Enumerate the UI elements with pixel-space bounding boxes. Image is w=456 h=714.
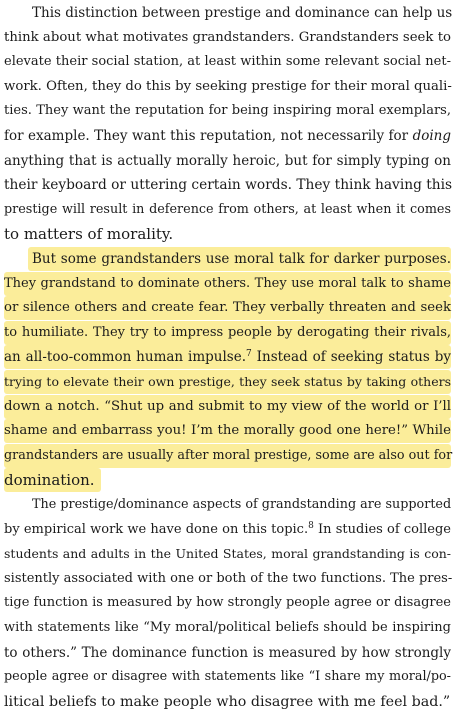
text-line — [4, 567, 451, 591]
text-run: Instead of seeking status by — [251, 349, 451, 366]
text-run: their keyboard or uttering certain words. They think having this — [4, 177, 453, 194]
text-run: elevate their social station, at least within some relevant social net- — [4, 54, 451, 70]
text-run: down a notch. “Shut up and submit to my view of the world or I’ll — [4, 398, 451, 414]
text-line — [4, 665, 451, 689]
text-line — [4, 149, 451, 173]
text-line — [32, 493, 451, 517]
text-line — [4, 173, 451, 197]
highlighted-text-line — [4, 321, 451, 345]
emphasized-text: doing — [412, 128, 451, 144]
text-run: people agree or disagree with statements like “I share my moral/po- — [4, 669, 451, 685]
text-run: trying to elevate their own prestige, they seek status by taking others — [4, 374, 451, 389]
text-run: But some grandstanders use moral talk for darker purposes. — [32, 251, 451, 267]
text-line — [4, 75, 451, 99]
text-run: grandstanders are usually after moral prestige, some are also out for — [4, 447, 453, 463]
text-run: think about what motivates grandstanders. Grandstanders seek to — [4, 29, 451, 45]
text-run: ties. They want the reputation for being inspiring moral exemplars, — [4, 103, 451, 119]
text-run: to matters of morality. — [4, 225, 174, 244]
highlighted-text-line — [4, 395, 451, 419]
text-run: prestige will result in deference from others, at least when it comes — [4, 201, 451, 217]
highlighted-text-line — [4, 444, 451, 468]
highlighted-text-line — [4, 345, 451, 369]
text-run: The prestige/dominance aspects of grandstanding are supported — [32, 497, 452, 512]
text-run: tige function is measured by how strongly people agree or disagree — [4, 595, 451, 611]
text-line — [4, 690, 451, 714]
text-run: to humiliate. They try to impress people by derogating their rivals, — [4, 324, 451, 340]
text-line — [4, 198, 451, 222]
text-line — [4, 616, 451, 640]
text-run: sistently associated with one or both of the two functions. The pres- — [4, 570, 453, 586]
text-line — [4, 542, 451, 566]
text-run: an all-too-common human impulse. — [4, 349, 247, 366]
highlighted-text-line — [4, 296, 451, 320]
highlighted-text-line — [4, 272, 451, 296]
text-line — [4, 222, 451, 246]
text-line — [32, 1, 451, 25]
text-line — [4, 641, 451, 665]
text-run: or silence others and create fear. They verbally threaten and seek — [4, 300, 451, 316]
text-run: work. Often, they do this by seeking prestige for their moral quali- — [4, 78, 452, 94]
text-run: for example. They want this reputation, not necessarily for — [4, 128, 413, 144]
text-line — [4, 50, 451, 74]
footnote-marker: 8 — [308, 520, 314, 531]
text-run: They grandstand to dominate others. They use moral talk to shame — [4, 275, 451, 291]
text-run: domination. — [4, 471, 95, 490]
highlighted-text-line — [4, 370, 451, 394]
highlighted-text-line — [4, 419, 451, 443]
text-run: students and adults in the United States, moral grandstanding is con- — [4, 546, 451, 562]
text-run: shame and embarrass you! I’m the morally good one here!” While — [4, 423, 451, 439]
highlighted-text-line — [4, 468, 101, 492]
text-run: In studies of college — [313, 521, 451, 537]
footnote-marker: 7 — [246, 349, 252, 360]
text-run: with statements like “My moral/political beliefs should be inspiring — [4, 620, 451, 635]
highlighted-text-line — [28, 247, 451, 271]
text-run: This distinction between prestige and dominance can help us — [32, 5, 453, 21]
text-run: litical beliefs to make people who disagree with me feel bad.” — [4, 693, 451, 710]
text-line — [4, 591, 451, 615]
text-line — [4, 124, 451, 148]
text-line — [4, 26, 451, 50]
text-run: by empirical work we have done on this topic. — [4, 521, 309, 537]
text-run: to others.” The dominance function is measured by how strongly — [4, 644, 451, 661]
text-line — [4, 518, 451, 542]
text-line — [4, 99, 451, 123]
text-run: anything that is actually morally heroic, but for simply typing on — [4, 152, 451, 169]
